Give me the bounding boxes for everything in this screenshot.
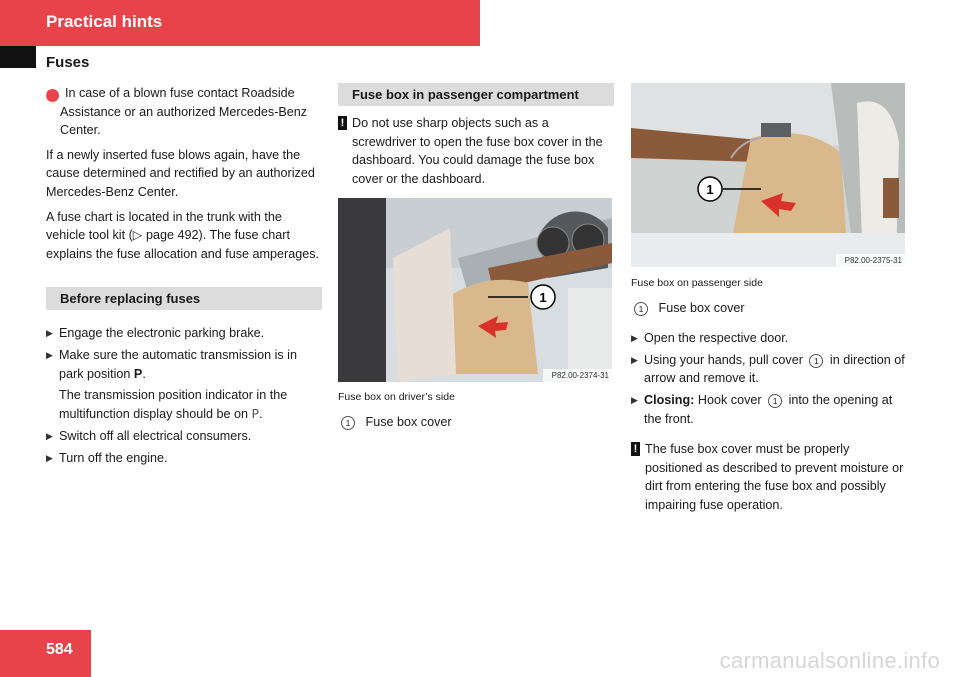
section-marker: [0, 46, 36, 68]
legend-text: Fuse box cover: [658, 300, 745, 315]
step-arrow-icon: ▶: [46, 328, 53, 339]
step-arrow-icon: ▶: [46, 452, 53, 463]
info-icon: i: [46, 89, 59, 102]
caption-block-driver: [338, 388, 614, 437]
warning-note: [631, 440, 907, 514]
paragraph: If a newly inserted fuse blows again, have the cause determined and rectified by an authorized Mercedes-Benz Center.: [46, 147, 315, 199]
step-item: [46, 324, 322, 343]
step-text: Open the respective door.: [644, 331, 789, 346]
photo-driver-side: [338, 198, 612, 382]
step-text: Switch off all electrical consumers.: [59, 429, 252, 444]
page-number: 584: [46, 641, 73, 658]
passenger-dashboard-illustration: [631, 83, 905, 267]
callout-number: 1: [809, 354, 823, 368]
driver-dashboard-illustration: [338, 198, 612, 382]
section-title: Fuses: [46, 54, 90, 71]
step-arrow-icon: ▶: [46, 431, 53, 442]
legend-item: [631, 299, 907, 318]
watermark: carmanualsonline.info: [719, 648, 940, 673]
step-item: [631, 351, 907, 388]
gear-position: P: [133, 366, 143, 381]
info-text: In case of a blown fuse contact Roadside Assistance or an authorized Mercedes-Benz Center.: [60, 86, 308, 138]
step-arrow-icon: ▶: [631, 333, 638, 344]
step-note: [46, 386, 322, 423]
callout-number: 1: [341, 416, 355, 430]
step-item: [631, 391, 907, 428]
step-text: Turn off the engine.: [59, 450, 168, 465]
photo-callout: 1: [706, 182, 714, 197]
step-note-end: .: [259, 406, 263, 421]
display-indicator: P: [251, 405, 260, 421]
warning-icon: !: [631, 442, 640, 456]
warning-text: Do not use sharp objects such as a screwdriver to open the fuse box cover in the dashboard. You could damage the fuse box cover or the dashboard.: [352, 116, 603, 186]
step-text: Using your hands, pull cover: [644, 352, 807, 367]
info-note: [46, 84, 322, 140]
step-text-end: in direction of arrow and remove it.: [644, 352, 905, 386]
step-label: Closing:: [644, 392, 695, 407]
step-text-end: into the opening at the front.: [644, 392, 893, 426]
step-arrow-icon: ▶: [46, 349, 53, 360]
photo-caption: Fuse box on driver’s side: [338, 391, 455, 403]
step-arrow-icon: ▶: [631, 394, 638, 405]
subsection-bar: Fuse box in passenger compartment: [338, 83, 614, 106]
photo-code: P82.00-2375-31: [844, 256, 902, 265]
callout-number: 1: [634, 302, 648, 316]
photo-passenger-side: [631, 83, 905, 267]
chapter-title: Practical hints: [46, 12, 163, 31]
column-middle: [338, 83, 614, 194]
photo-code: P82.00-2374-31: [551, 371, 609, 380]
step-arrow-icon: ▶: [631, 354, 638, 365]
step-item: [46, 346, 322, 383]
photo-callout: 1: [539, 290, 547, 305]
legend-item: [338, 413, 614, 432]
step-text: Hook cover: [694, 392, 766, 407]
warning-note: [338, 114, 614, 188]
step-text: Engage the electronic parking brake.: [59, 326, 265, 341]
step-text-end: .: [142, 366, 146, 381]
step-item: [46, 449, 322, 468]
column-left: [46, 84, 322, 471]
step-item: [631, 329, 907, 348]
warning-text: The fuse box cover must be properly positioned as described to prevent moisture or dirt from entering the fuse box and possibly impairing fuse operation.: [645, 442, 904, 512]
subsection-bar: Before replacing fuses: [46, 287, 322, 310]
legend-text: Fuse box cover: [365, 414, 452, 429]
callout-number: 1: [768, 394, 782, 408]
photo-caption: Fuse box on passenger side: [631, 277, 763, 289]
step-item: [46, 427, 322, 446]
step-text: Make sure the automatic transmission is in park position: [59, 347, 297, 381]
paragraph: A fuse chart is located in the trunk with the vehicle tool kit (▷ page 492). The fuse chart explains the fuse allocation and fuse amperages.: [46, 209, 320, 261]
warning-icon: !: [338, 116, 347, 130]
step-note-text: The transmission position indicator in the multifunction display should be on: [59, 388, 288, 421]
column-right: [631, 274, 907, 521]
